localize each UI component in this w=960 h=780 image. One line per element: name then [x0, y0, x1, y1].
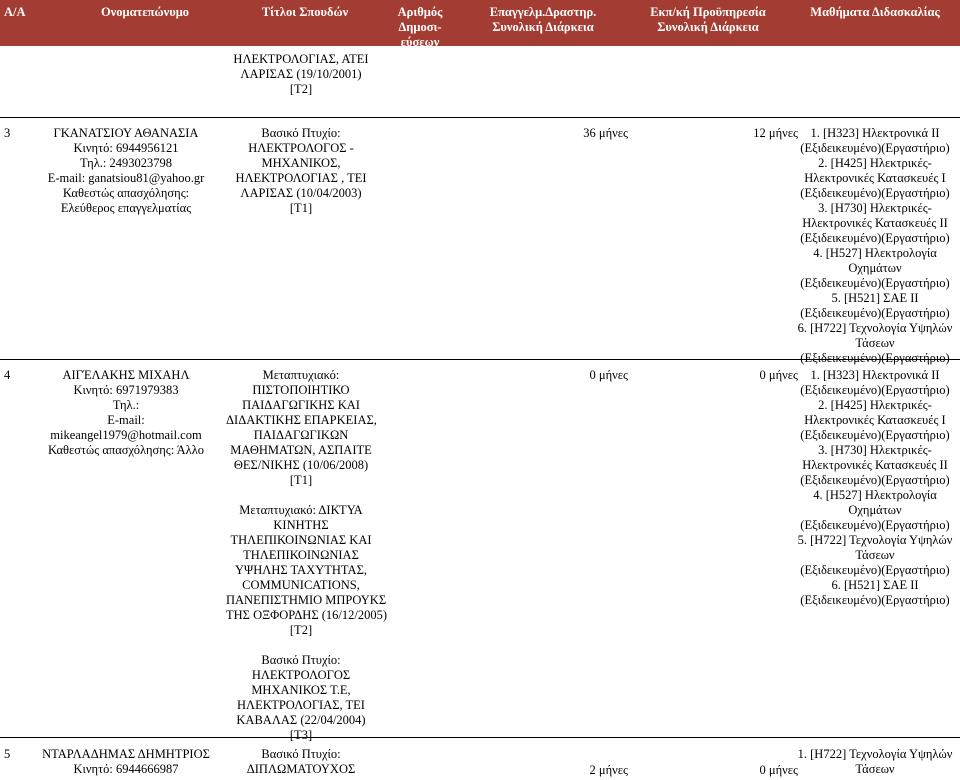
degree-line: ΤΗΣ ΟΞΦΟΡΔΗΣ (16/12/2005)	[226, 608, 388, 622]
email-line: E-mail: ganatsiou81@yahoo.gr	[47, 171, 205, 185]
degree-line: ΗΛΕΚΤΡΟΛΟΓΙΑΣ, ΤΕΙ	[237, 698, 365, 712]
degree-line: ΔΙΠΛΩΜΑΤΟΥΧΟΣ	[246, 762, 356, 776]
carryover-degrees	[226, 52, 376, 97]
degree-line: ΗΛΕΚΤΡΟΛΟΓΟΣ -	[248, 141, 354, 155]
degree-gap	[226, 638, 376, 653]
name-line: ΓΚΑΝΑΤΣΙΟΥ ΑΘΑΝΑΣΙΑ	[53, 126, 199, 140]
row-separator	[0, 117, 960, 118]
professional-duration: 2 μήνες	[589, 763, 628, 777]
course-line: 2. [Η425] Ηλεκτρικές-	[818, 156, 932, 170]
email-label: E-mail:	[107, 413, 145, 427]
degree-line: Βασικό Πτυχίο:	[261, 126, 341, 140]
course-line: Ηλεκτρονικές Κατασκευές Ι	[804, 413, 946, 427]
degree-line: ΠΑΙΔΑΓΩΓΙΚΩΝ	[253, 428, 349, 442]
course-line: (Εξιδεικευμένο)(Εργαστήριο)	[800, 231, 950, 245]
employment-value: Ελεύθερος επαγγελματίας	[60, 201, 192, 215]
degree-line: ΠΑΙΔΑΓΩΓΙΚΗΣ ΚΑΙ	[242, 398, 360, 412]
header-name: Ονοματεπώνυμο	[100, 5, 190, 19]
courses	[792, 126, 958, 366]
employment-label: Καθεστώς απασχόλησης:	[62, 186, 190, 200]
phone-line: Τηλ.:	[112, 398, 140, 412]
degree-line: ΛΑΡΙΣΑΣ (10/04/2003)	[240, 186, 362, 200]
degree-line: ΗΛΕΚΤΡΟΛΟΓΟΣ	[251, 668, 351, 682]
professional-duration: 36 μήνες	[583, 126, 628, 140]
candidate-info	[28, 368, 224, 458]
table-header	[0, 0, 960, 49]
header-professional	[468, 5, 618, 35]
header-professional-line: Συνολική Διάρκεια	[492, 20, 594, 34]
header-teaching-line: Συνολική Διάρκεια	[657, 20, 759, 34]
course-line: 5. [Η722] Τεχνολογία Υψηλών	[797, 533, 953, 547]
course-line: 1. [Η323] Ηλεκτρονικά ΙΙ	[810, 368, 940, 382]
degrees	[226, 747, 376, 777]
course-line: (Εξιδεικευμένο)(Εργαστήριο)	[800, 518, 950, 532]
course-line: 6. [Η521] ΣΑΕ ΙΙ	[831, 578, 919, 592]
course-line: (Εξιδεικευμένο)(Εργαστήριο)	[800, 306, 950, 320]
degree-line: [Τ1]	[289, 473, 313, 487]
header-publications-line: Αριθμός	[397, 5, 443, 19]
degrees	[226, 368, 388, 743]
name-line: ΑΙΓΈΛΑΚΗΣ ΜΙΧΑΗΛ	[62, 368, 190, 382]
courses	[792, 747, 958, 777]
degree-line: ΚΑΒΑΛΑΣ (22/04/2004)	[236, 713, 366, 727]
course-line: Ηλεκτρονικές Κατασκευές ΙΙ	[802, 458, 948, 472]
row-number: 4	[4, 368, 11, 382]
professional-duration: 0 μήνες	[589, 368, 628, 382]
degree-line: Μεταπτυχιακό:	[262, 368, 340, 382]
degree-line: ΜΑΘΗΜΑΤΩΝ, ΑΣΠΑΙΤΕ	[230, 443, 372, 457]
mobile-line: Κινητό: 6971979383	[73, 383, 179, 397]
course-line: Ηλεκτρονικές Κατασκευές ΙΙ	[802, 216, 948, 230]
header-teaching	[626, 5, 790, 35]
course-line: 2. [Η425] Ηλεκτρικές-	[818, 398, 932, 412]
course-line: 4. [Η527] Ηλεκτρολογία	[813, 488, 937, 502]
course-line: Τάσεων	[855, 762, 895, 776]
degree-line: ΚΙΝΗΤΗΣ	[273, 518, 329, 532]
course-line: (Εξιδεικευμένο)(Εργαστήριο)	[800, 473, 950, 487]
header-publications-line: Δημοσι-	[398, 20, 442, 34]
degree-line: ΠΑΝΕΠΙΣΤΗΜΙΟ ΜΠΡΟΥΚΣ	[226, 593, 387, 607]
degree-gap	[226, 488, 376, 503]
email-value: mikeangel1979@hotmail.com	[50, 428, 202, 442]
degree-line: [Τ1]	[289, 201, 313, 215]
name-line: ΝΤΑΡΛΑΔΗΜΑΣ ΔΗΜΗΤΡΙΟΣ	[42, 747, 210, 761]
degree-line: ΤΗΛΕΠΙΚΟΙΝΩΝΙΑΣ ΚΑΙ	[230, 533, 372, 547]
course-line: 6. [Η722] Τεχνολογία Υψηλών	[797, 321, 953, 335]
course-line: (Εξιδεικευμένο)(Εργαστήριο)	[800, 351, 950, 365]
degree-line: ΔΙΔΑΚΤΙΚΗΣ ΕΠΑΡΚΕΙΑΣ,	[226, 413, 377, 427]
course-line: Τάσεων	[855, 548, 895, 562]
course-line: Οχημάτων	[848, 261, 902, 275]
degree-line: ΛΑΡΙΣΑΣ (19/10/2001)	[240, 67, 362, 81]
degree-line: ΗΛΕΚΤΡΟΛΟΓΙΑΣ , ΤΕΙ	[235, 171, 367, 185]
degree-line: ΠΙΣΤΟΠΟΙΗΤΙΚΟ	[252, 383, 350, 397]
courses	[792, 368, 958, 608]
course-line: (Εξιδεικευμένο)(Εργαστήριο)	[800, 593, 950, 607]
header-degrees: Τίτλοι Σπουδών	[261, 5, 349, 19]
degree-line: [Τ2]	[289, 623, 313, 637]
employment-line: Καθεστώς απασχόλησης: Άλλο	[47, 443, 205, 457]
degree-line: Βασικό Πτυχίο:	[261, 653, 341, 667]
degree-line: ΜΗΧΑΝΙΚΟΣ,	[261, 156, 341, 170]
teaching-duration: 0 μήνες	[759, 368, 798, 382]
row-separator	[0, 359, 960, 360]
course-line: Ηλεκτρονικές Κατασκευές Ι	[804, 171, 946, 185]
mobile-line: Κινητό: 6944666987	[73, 762, 179, 776]
degree-line: ΜΗΧΑΝΙΚΟΣ Τ.Ε,	[251, 683, 351, 697]
degree-line: Μεταπτυχιακό: ΔΙΚΤΥΑ	[239, 503, 363, 517]
course-line: 1. [Η323] Ηλεκτρονικά ΙΙ	[810, 126, 940, 140]
course-line: 1. [Η722] Τεχνολογία Υψηλών	[797, 747, 953, 761]
degree-line: [Τ2]	[289, 82, 313, 96]
header-aa: Α/Α	[4, 5, 26, 19]
teaching-duration: 12 μήνες	[753, 126, 798, 140]
degree-line: ΥΨΗΛΗΣ ΤΑΧΥΤΗΤΑΣ,	[235, 563, 367, 577]
course-line: (Εξιδεικευμένο)(Εργαστήριο)	[800, 563, 950, 577]
row-number: 5	[4, 747, 11, 761]
course-line: (Εξιδεικευμένο)(Εργαστήριο)	[800, 383, 950, 397]
header-professional-line: Επαγγελμ.Δραστηρ.	[489, 5, 597, 19]
course-line: (Εξιδεικευμένο)(Εργαστήριο)	[800, 141, 950, 155]
course-line: 3. [Η730] Ηλεκτρικές-	[818, 201, 932, 215]
degree-line: ΤΗΛΕΠΙΚΟΙΝΩΝΙΑΣ	[243, 548, 359, 562]
row-number: 3	[4, 126, 11, 140]
course-line: (Εξιδεικευμένο)(Εργαστήριο)	[800, 276, 950, 290]
mobile-line: Κινητό: 6944956121	[73, 141, 179, 155]
teaching-duration: 0 μήνες	[759, 763, 798, 777]
course-line: 5. [Η521] ΣΑΕ ΙΙ	[831, 291, 919, 305]
course-line: (Εξιδεικευμένο)(Εργαστήριο)	[800, 428, 950, 442]
course-line: Οχημάτων	[848, 503, 902, 517]
degree-line: ΗΛΕΚΤΡΟΛΟΓΙΑΣ, ΑΤΕΙ	[233, 52, 369, 66]
course-line: Τάσεων	[855, 336, 895, 350]
degrees	[226, 126, 376, 216]
course-line: 3. [Η730] Ηλεκτρικές-	[818, 443, 932, 457]
header-courses: Μαθήματα Διδασκαλίας	[810, 5, 940, 19]
degree-line: [Τ3]	[289, 728, 313, 742]
course-line: (Εξιδεικευμένο)(Εργαστήριο)	[800, 186, 950, 200]
header-publications	[380, 5, 460, 50]
degree-line: Βασικό Πτυχίο:	[261, 747, 341, 761]
course-line: 4. [Η527] Ηλεκτρολογία	[813, 246, 937, 260]
degree-line: COMMUNICATIONS,	[242, 578, 360, 592]
candidate-info	[28, 126, 224, 216]
candidate-info	[28, 747, 224, 777]
degree-line: ΘΕΣ/ΝΙΚΗΣ (10/06/2008)	[233, 458, 369, 472]
header-teaching-line: Εκπ/κή Προϋπηρεσία	[650, 5, 766, 19]
header-publications-line: εύσεων	[400, 35, 440, 49]
row-separator	[0, 737, 960, 738]
phone-line: Τηλ.: 2493023798	[80, 156, 172, 170]
